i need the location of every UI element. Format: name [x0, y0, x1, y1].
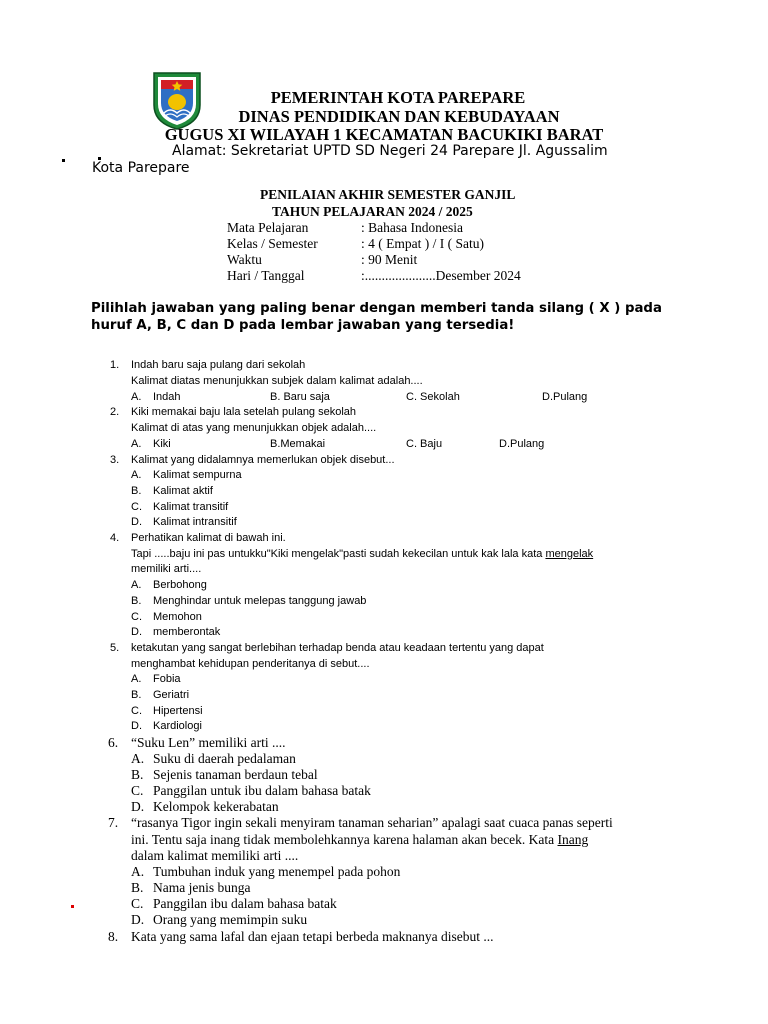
question-text: Perhatikan kalimat di bawah ini. [131, 532, 286, 544]
option-letter: D. [131, 799, 145, 814]
option-text: B.Memakai [270, 438, 326, 450]
option-text: Nama jenis bunga [153, 880, 251, 895]
question-text: Kiki memakai baju lala setelah pulang sekolah [131, 406, 357, 418]
question-number: 5. [110, 642, 120, 654]
red-mark [71, 905, 74, 908]
option-letter: A. [131, 469, 142, 481]
option-text: Memohon [153, 611, 202, 623]
option-letter: B. [131, 595, 142, 607]
info-label: Mata Pelajaran [227, 220, 309, 235]
option-letter: D. [131, 516, 142, 528]
option-text: Kalimat aktif [153, 485, 213, 497]
option-letter: B. [131, 485, 142, 497]
option-letter: D. [131, 912, 145, 927]
bullet-mark [98, 157, 101, 160]
option-text: Menghindar untuk melepas tanggung jawab [153, 595, 367, 607]
option-text: Berbohong [153, 579, 207, 591]
option-letter: C. [131, 501, 142, 513]
option-text: C. Sekolah [406, 391, 460, 403]
option-letter: C. [131, 896, 144, 911]
option-text: Orang yang memimpin suku [153, 912, 308, 927]
info-label: Kelas / Semester [227, 236, 318, 251]
option-letter: A. [131, 673, 142, 685]
question-text: Kata yang sama lafal dan ejaan tetapi berbeda maknanya disebut ... [131, 929, 494, 944]
question-number: 3. [110, 454, 120, 466]
option-text: Kalimat intransitif [153, 516, 237, 528]
option-letter: B. [131, 880, 144, 895]
option-text: Geriatri [153, 689, 190, 701]
option-letter: A. [131, 579, 142, 591]
option-text: Kiki [153, 438, 171, 450]
option-text: Tumbuhan induk yang menempel pada pohon [153, 864, 401, 879]
instruction-text: Pilihlah jawaban yang paling benar dengan memberi tanda silang ( X ) pada huruf A, B, C dan D pada lembar jawaban yang tersedia! [91, 301, 662, 333]
info-value: : 4 ( Empat ) / I ( Satu) [361, 236, 484, 251]
option-text: C. Baju [406, 438, 443, 450]
option-text: Sejenis tanaman berdaun tebal [153, 767, 318, 782]
info-value: : 90 Menit [361, 252, 418, 267]
question-text [131, 548, 593, 560]
header-line-2: DINAS PENDIDIKAN DAN KEBUDAYAAN [238, 107, 560, 126]
option-text: B. Baru saja [270, 391, 330, 403]
question-text [131, 832, 588, 848]
option-letter: C. [131, 783, 144, 798]
option-letter: A. [131, 751, 145, 766]
bullet-mark [62, 159, 65, 162]
option-text: memberontak [153, 626, 221, 638]
question-text: Indah baru saja pulang dari sekolah [131, 359, 306, 371]
option-letter: D. [131, 720, 142, 732]
question-text: “Suku Len” memiliki arti .... [131, 735, 286, 750]
address-line-1: Alamat: Sekretariat UPTD SD Negeri 24 Parepare Jl. Agussalim [172, 143, 608, 159]
question-number: 7. [108, 815, 119, 830]
info-label: Hari / Tanggal [227, 268, 305, 283]
option-text: Panggilan ibu dalam bahasa batak [153, 896, 337, 911]
info-value: : Bahasa Indonesia [361, 220, 463, 235]
option-letter: A. [131, 864, 145, 879]
option-letter: A. [131, 438, 142, 450]
question-number: 1. [110, 359, 120, 371]
question-text: Kalimat diatas menunjukkan subjek dalam kalimat adalah.... [131, 375, 423, 387]
header-line-1: PEMERINTAH KOTA PAREPARE [270, 88, 526, 107]
option-text: Kalimat sempurna [153, 469, 242, 481]
option-text: Kalimat transitif [153, 501, 229, 513]
question-number: 8. [108, 929, 119, 944]
option-letter: D. [131, 626, 142, 638]
question-number: 2. [110, 406, 120, 418]
question-text: Kalimat di atas yang menunjukkan objek adalah.... [131, 422, 377, 434]
option-letter: C. [131, 705, 142, 717]
info-label: Waktu [227, 252, 262, 267]
header-line-3: GUGUS XI WILAYAH 1 KECAMATAN BACUKIKI BARAT [164, 125, 604, 144]
option-text: D.Pulang [542, 391, 588, 403]
question-text-part: Tapi .....baju ini pas untukku"Kiki mengelak"pasti sudah kekecilan untuk kak lala kata [131, 548, 546, 560]
address-line-2: Kota Parepare [92, 160, 190, 176]
question-text: menghambat kehidupan penderitanya di sebut.... [131, 658, 370, 670]
question-text: Kalimat yang didalamnya memerlukan objek disebut... [131, 454, 395, 466]
underlined-word: Inang [557, 832, 589, 847]
option-text: D.Pulang [499, 438, 545, 450]
academic-year: TAHUN PELAJARAN 2024 / 2025 [272, 204, 473, 219]
question-number: 6. [108, 735, 119, 750]
option-text: Panggilan untuk ibu dalam bahasa batak [153, 783, 371, 798]
option-text: Suku di daerah pedalaman [153, 751, 296, 766]
option-text: Kelompok kekerabatan [153, 799, 279, 814]
option-letter: A. [131, 391, 142, 403]
exam-title: PENILAIAN AKHIR SEMESTER GANJIL [260, 187, 516, 202]
option-letter: C. [131, 611, 142, 623]
option-text: Fobia [153, 673, 181, 685]
option-letter: B. [131, 767, 144, 782]
question-text: “rasanya Tigor ingin sekali menyiram tanaman seharian” apalagi saat cuaca panas seperti [131, 815, 613, 830]
info-value: :.....................Desember 2024 [361, 268, 521, 283]
question-text-part: ini. Tentu saja inang tidak membolehkannya karena halaman akan becek. Kata [131, 832, 558, 847]
option-text: Indah [153, 391, 181, 403]
question-text: memiliki arti.... [131, 563, 202, 575]
question-text: dalam kalimat memiliki arti .... [131, 848, 299, 863]
question-number: 4. [110, 532, 120, 544]
option-letter: B. [131, 689, 142, 701]
option-text: Hipertensi [153, 705, 203, 717]
option-text: Kardiologi [153, 720, 202, 732]
underlined-word: mengelak [545, 548, 594, 560]
question-text: ketakutan yang sangat berlebihan terhadap benda atau keadaan tertentu yang dapat [131, 642, 544, 654]
